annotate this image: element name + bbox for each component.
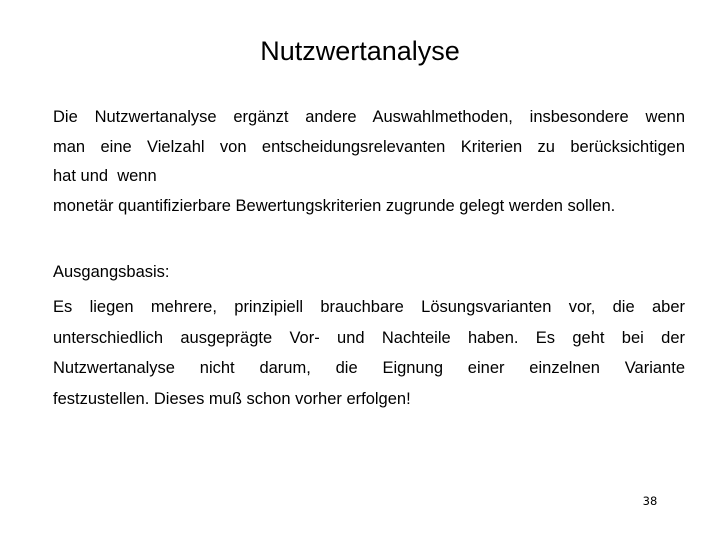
intro-line-3: hat und wenn bbox=[53, 167, 157, 185]
section-line-4: festzustellen. Dieses muß schon vorher erfolgen! bbox=[53, 390, 411, 408]
intro-line-2: man eine Vielzahl von entscheidungsrelevanten Kriterien zu berücksichtigen bbox=[53, 138, 685, 156]
intro-line-1: Die Nutzwertanalyse ergänzt andere Auswahlmethoden, insbesondere wenn bbox=[53, 108, 685, 126]
intro-line-4: monetär quantifizierbare Bewertungskriterien zugrunde gelegt werden sollen. bbox=[53, 197, 616, 215]
slide-title: Nutzwertanalyse bbox=[260, 36, 460, 66]
section-line-2: unterschiedlich ausgeprägte Vor- und Nachteile haben. Es geht bei der bbox=[53, 329, 685, 347]
section-line-3: Nutzwertanalyse nicht darum, die Eignung einer einzelnen Variante bbox=[53, 359, 685, 377]
section-line-1: Es liegen mehrere, prinzipiell brauchbare Lösungsvarianten vor, die aber bbox=[53, 298, 685, 316]
page-number: 38 bbox=[642, 494, 658, 508]
section-heading: Ausgangsbasis: bbox=[53, 263, 170, 281]
